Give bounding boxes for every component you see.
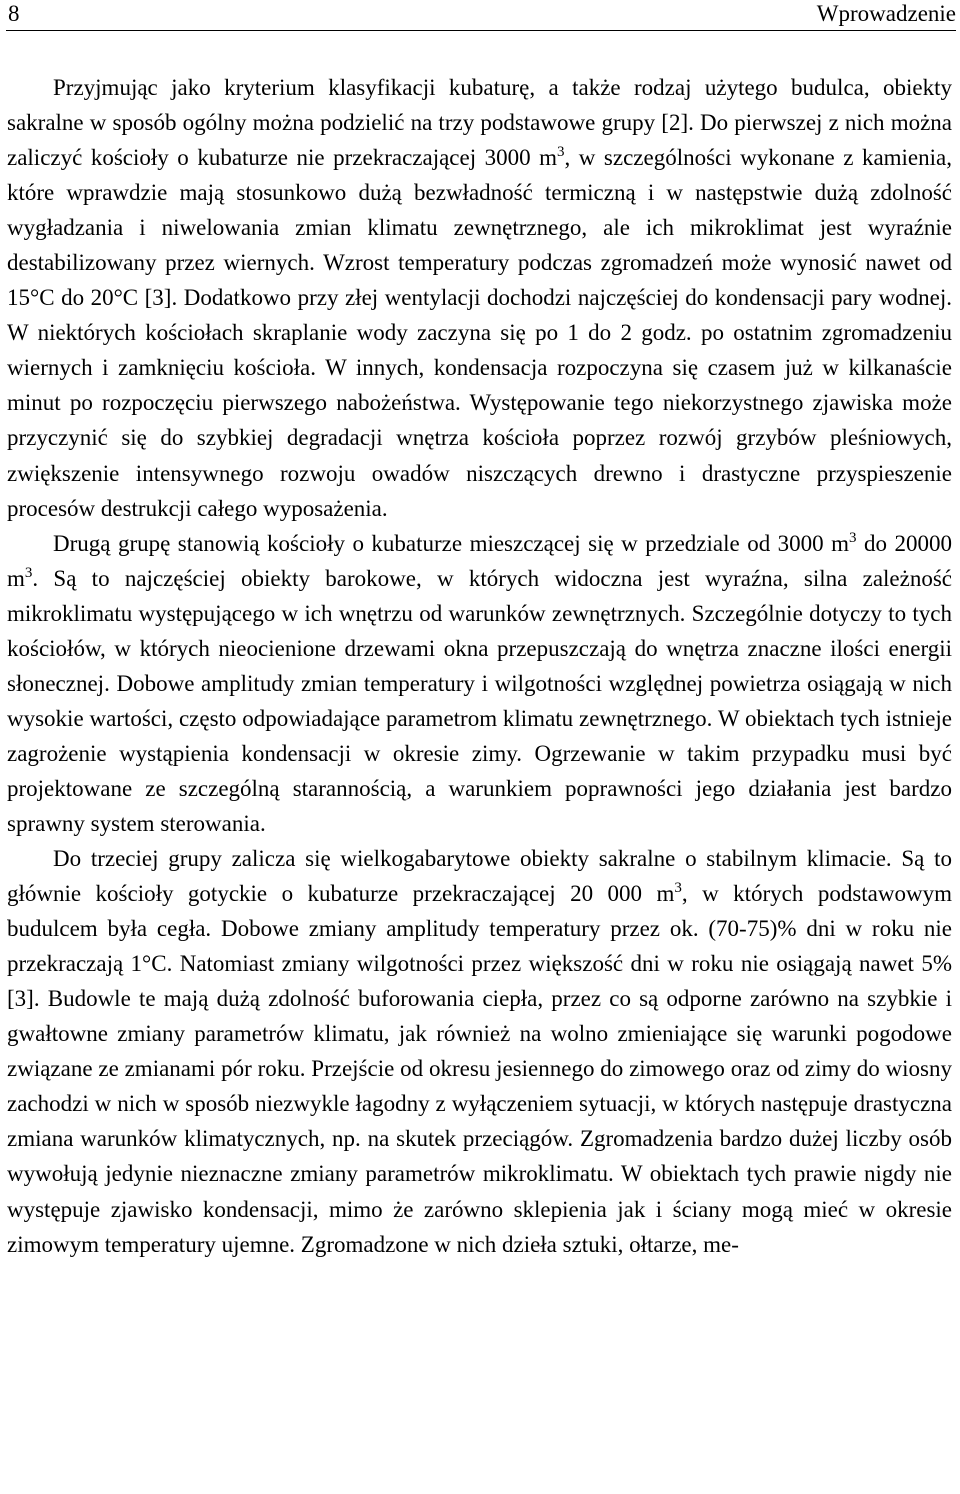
superscript-exponent: 3 [674, 880, 682, 897]
superscript-exponent: 3 [849, 529, 857, 546]
text-run: Do trzeciej grupy zalicza się wielkogabarytowe obiekty sakralne o stabilnym klimacie. Są to głównie kościoły gotyckie o kubaturze przekraczającej 20 000 m [7, 846, 952, 907]
page-number: 8 [8, 1, 20, 26]
running-header [6, 0, 956, 31]
text-run: do 20000 m [7, 530, 952, 591]
text-run: , w których podstawowym budulcem była cegła. Dobowe zmiany amplitudy temperatury przez ok. (70-75)% dni w roku nie przekraczają 1°C. Natomiast zmiany wilgotności przez większość dni w roku nie osiągają nawet 5% [3]. Budowle te mają dużą zdolność buforowania ciepła, przez co są odporne zarówno na szybkie i gwałtowne zmiany parametrów klimatu, jak również na wolno zmieniające się warunki pogodowe związane ze zmianami pór roku. Przejście od okresu jesiennego do zimowego oraz od zimy do wiosny zachodzi w nich w sposób niezwykle łagodny z wyłączeniem sytuacji, w których następuje drastyczna zmiana warunków klimatycznych, np. na skutek przeciągów. Zgromadzenia bardzo dużej liczby osób wywołują jedynie nieznaczne zmiany parametrów mikroklimatu. W obiektach tych prawie nigdy nie występuje zjawisko kondensacji, mimo że zarówno sklepienia jak i ściany mogą mieć w okresie zimowym temperatury ujemne. Zgromadzone w nich dzieła sztuki, ołtarze, me- [7, 881, 952, 1257]
text-run: Przyjmując jako kryterium klasyfikacji kubaturę, a także rodzaj użytego budulca, obiekty sakralne w sposób ogólny można podzielić na trzy podstawowe grupy [2]. Do pierwszej z nich można zaliczyć kościoły o kubaturze nie przekraczającej 3000 m [7, 75, 952, 171]
text-run: . Są to najczęściej obiekty barokowe, w których widoczna jest wyraźna, silna zależność mikroklimatu występującego w ich wnętrzu od warunków zewnętrznych. Szczególnie dotyczy to tych kościołów, w których nieocienione drzewami okna przepuszczają do wnętrza znaczne ilości energii słonecznej. Dobowe amplitudy zmian temperatury i wilgotności względnej powietrza osiągają w nich wysokie wartości, często odpowiadające parametrom klimatu zewnętrznego. W obiektach tych istnieje zagrożenie wystąpienia kondensacji w okresie zimy. Ogrzewanie w takim przypadku musi być projektowane ze szczególną starannością, a warunkiem poprawności jego działania jest bardzo sprawny system sterowania. [7, 565, 952, 836]
paragraph [7, 841, 952, 1262]
running-title: Wprowadzenie [816, 1, 956, 26]
paragraph [7, 526, 952, 841]
body-text [7, 70, 952, 1262]
text-run: Drugą grupę stanowią kościoły o kubaturze mieszczącej się w przedziale od 3000 m [53, 530, 850, 556]
superscript-exponent: 3 [24, 564, 33, 581]
superscript-exponent: 3 [557, 144, 565, 161]
paragraph [7, 70, 952, 526]
text-run: , w szczególności wykonane z kamienia, które wprawdzie mają stosunkowo dużą bezwładność termiczną i w następstwie dużą zdolność wygładzania i niwelowania zmian klimatu zewnętrznego, ale ich mikroklimat jest wyraźnie destabilizowany przez wiernych. Wzrost temperatury podczas zgromadzeń może wynosić nawet od 15°C do 20°C [3]. Dodatkowo przy złej wentylacji dochodzi najczęściej do kondensacji pary wodnej. W niektórych kościołach skraplanie wody zaczyna się po 1 do 2 godz. po ostatnim zgromadzeniu wiernych i zamknięciu kościoła. W innych, kondensacja rozpoczyna się czasem już w kilkanaście minut po rozpoczęciu pierwszego nabożeństwa. Występowanie tego niekorzystnego zjawiska może przyczynić się do szybkiej degradacji wnętrza kościoła poprzez rozwój grzybów pleśniowych, zwiększenie intensywnego rozwoju owadów niszczących drewno i drastyczne przyspieszenie procesów destrukcji całego wyposażenia. [7, 145, 952, 521]
